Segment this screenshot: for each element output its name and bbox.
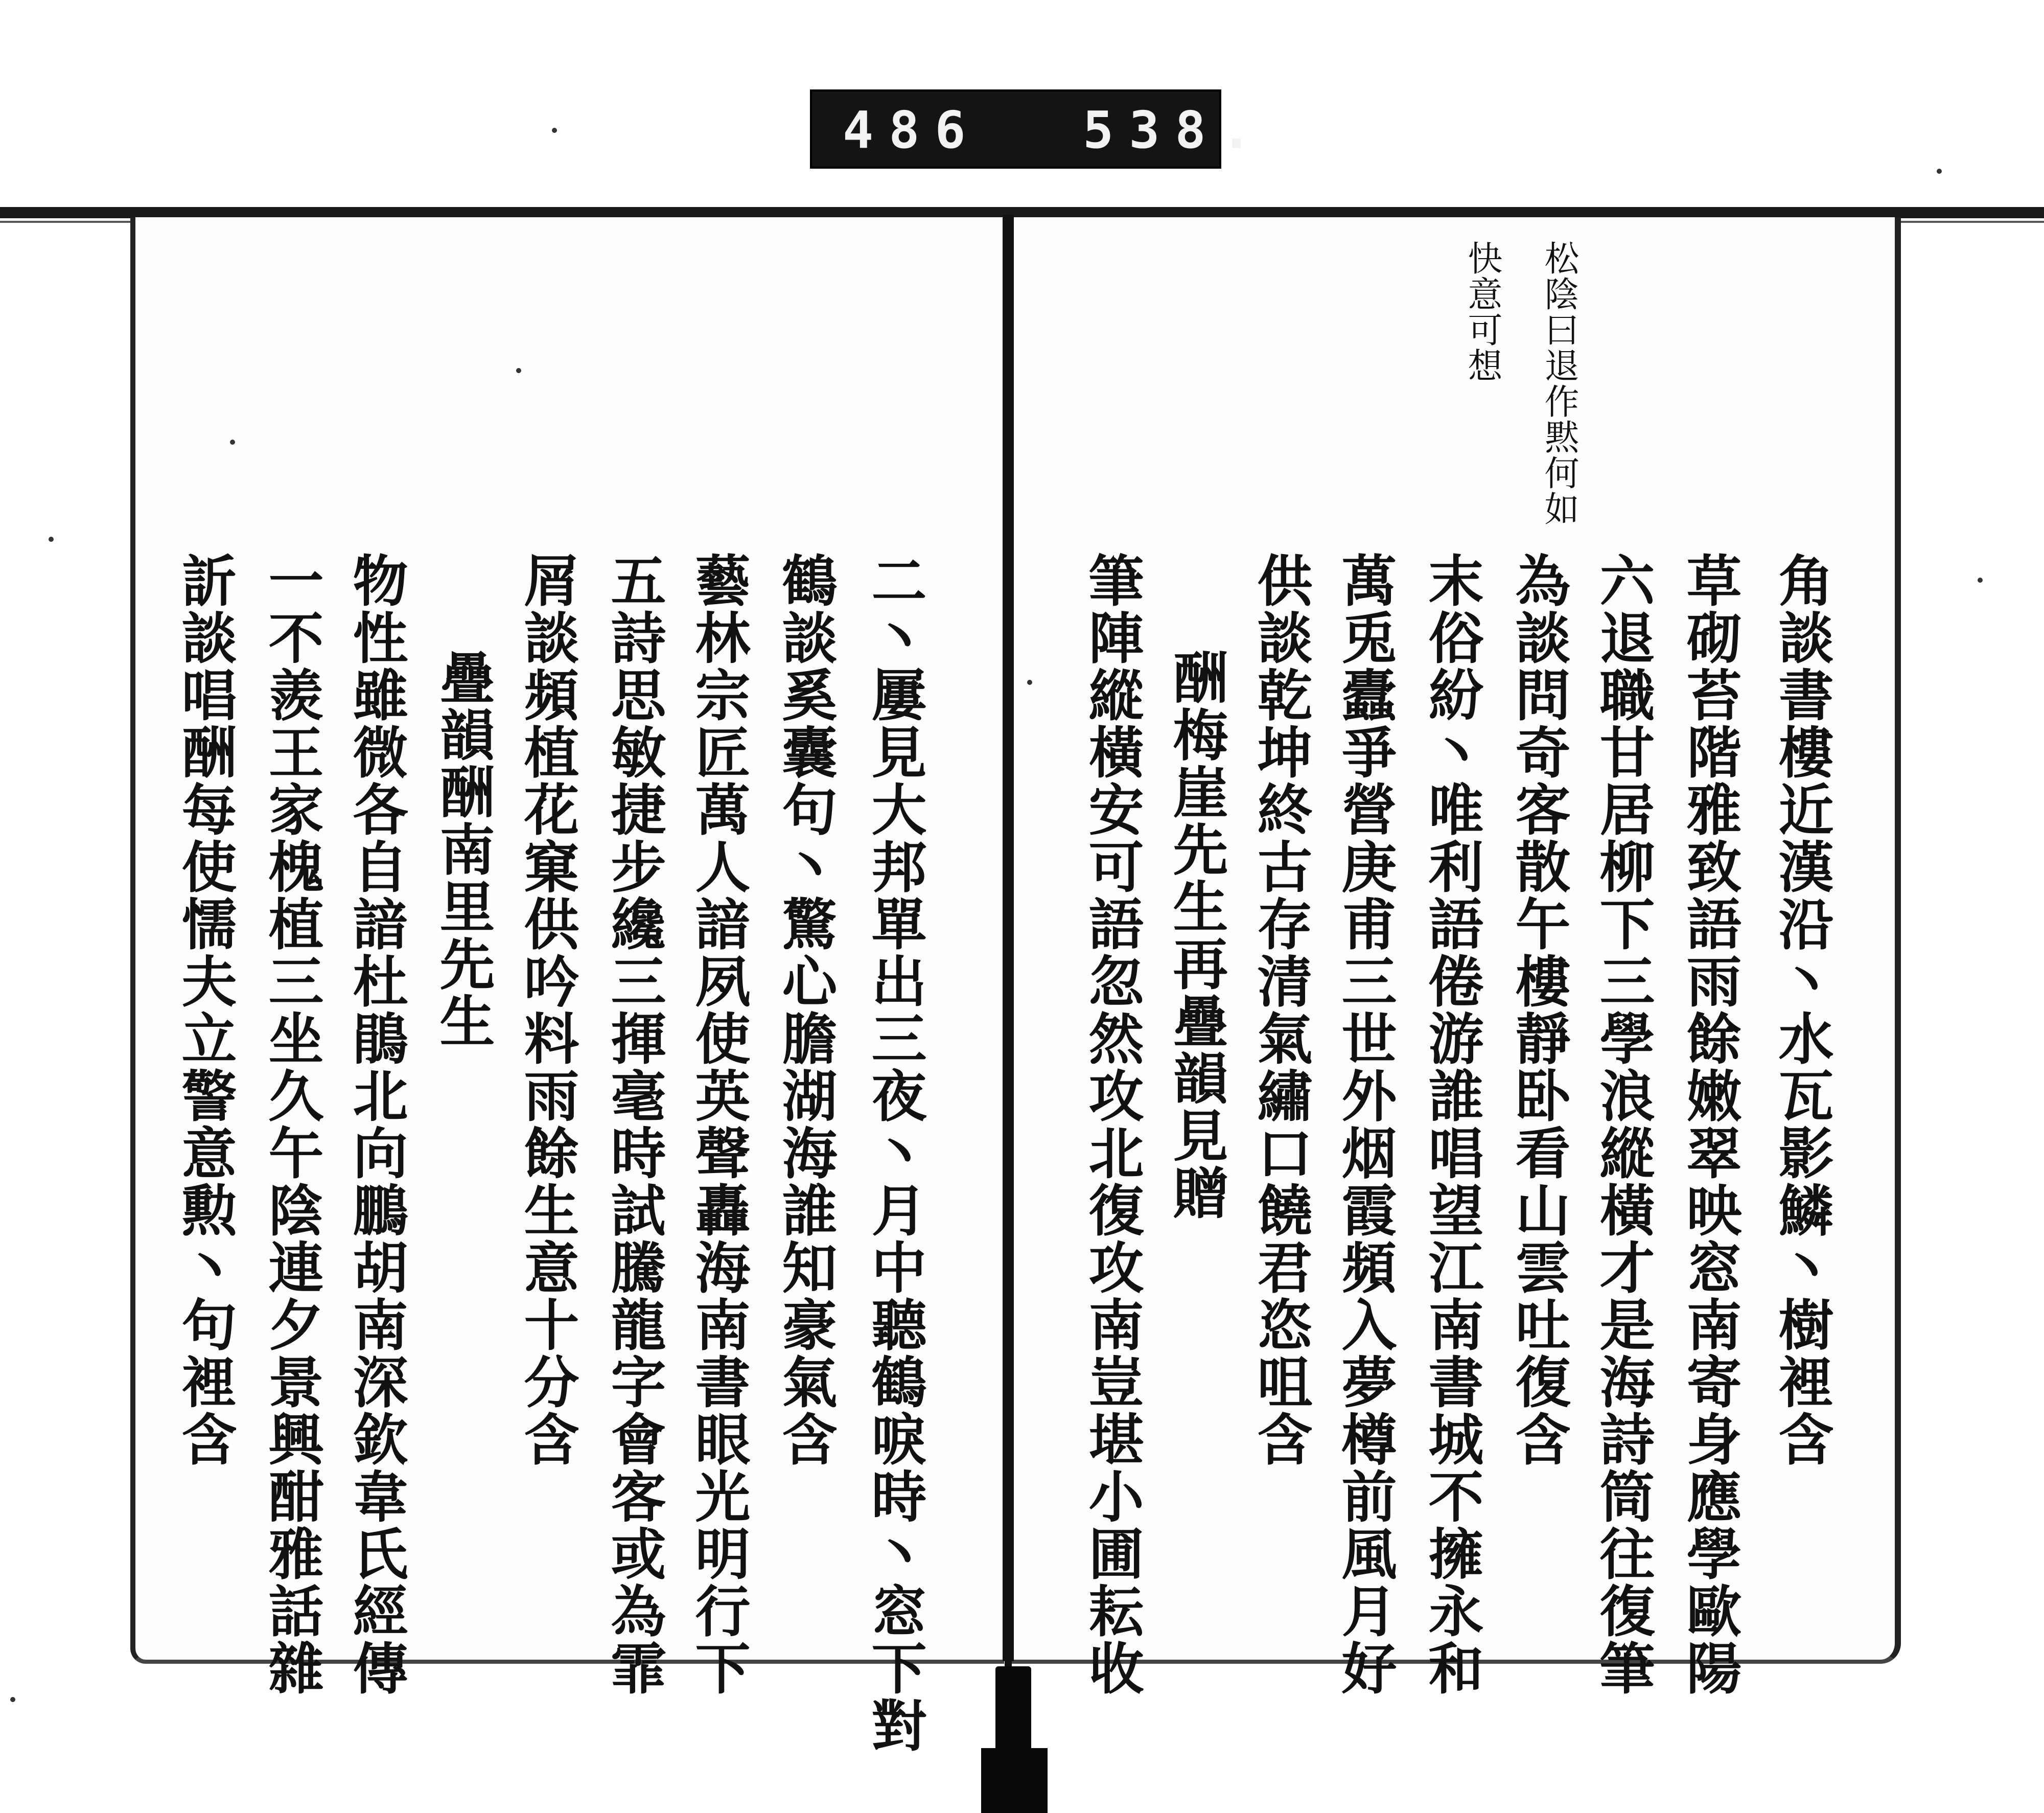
scan-speckle (10, 1697, 15, 1702)
right-column-3: 六退職甘居柳下三學浪縱橫才是海詩筒往復筆 (1590, 552, 1655, 1697)
left-column-4: 五詩思敏捷步纔三揮毫時試騰龍字會客或為霏 (601, 552, 666, 1697)
annotation-line-1: 松陰曰退作黙何如 (1539, 240, 1579, 526)
top-rule (0, 207, 2044, 218)
book-gutter (1003, 215, 1014, 1661)
left-column-6: 物性雖微各自諳杜鵑北向鵬胡南深欽韋氏經傳 (343, 552, 408, 1697)
page-weight-base (981, 1748, 1048, 1813)
right-column-2: 草砌苔階雅致語雨餘嫩翠映窓南寄身應學歐陽 (1677, 552, 1741, 1697)
scan-speckle (1027, 680, 1032, 685)
scan-speckle (1937, 169, 1942, 174)
left-column-2: 鶴談奚囊句丶驚心膽湖海誰知豪氣含 (773, 552, 837, 1468)
right-column-4: 為談問奇客散午樓靜卧看山雲吐復含 (1506, 552, 1570, 1468)
left-column-8: 訢談唱酬每使懦夫立警意勲丶句裡含 (172, 552, 237, 1468)
right-column-8: 筆陣縱橫安可語忽然攻北復攻南豈堪小圃耘收 (1079, 552, 1144, 1697)
scan-speckle (230, 440, 235, 445)
left-column-3: 藝林宗匠萬人諳夙使英聲轟海南書眼光明行下 (686, 552, 750, 1697)
scan-speckle (49, 537, 54, 542)
scan-speckle (516, 368, 521, 373)
right-poem-title: 酬梅崖先生再疊韻見贈 (1164, 649, 1228, 1222)
left-poem-title: 疊韻酬南里先生 (430, 649, 495, 1050)
scan-speckle (1978, 578, 1983, 583)
right-column-6: 萬兎蠹爭營庚甫三世外烟霞頻入夢樽前風月好 (1332, 552, 1397, 1697)
frame-number-left: 486 (843, 100, 981, 160)
scan-speckle (552, 128, 557, 133)
frame-number-right: 538. (1083, 100, 1267, 160)
left-column-5: 屑談頻植花窠供吟料雨餘生意十分含 (515, 552, 579, 1468)
right-column-7: 供談乾坤終古存清氣繡口饒君恣咀含 (1248, 552, 1312, 1468)
frame-number-label (810, 89, 1267, 169)
left-column-7: 一不羨王家槐植三坐久午陰連夕景興酣雅話雜 (259, 552, 323, 1697)
annotation-line-2: 快意可想 (1462, 240, 1502, 383)
left-column-1: 二丶屢見大邦單出三夜丶月中聽鶴唳時丶窓下對 (862, 552, 926, 1754)
right-column-1: 角談書樓近漢沿丶水瓦影鱗丶樹裡含 (1769, 552, 1833, 1468)
right-column-5: 末俗紛丶唯利語倦游誰唱望江南書城不擁永和 (1419, 552, 1483, 1697)
